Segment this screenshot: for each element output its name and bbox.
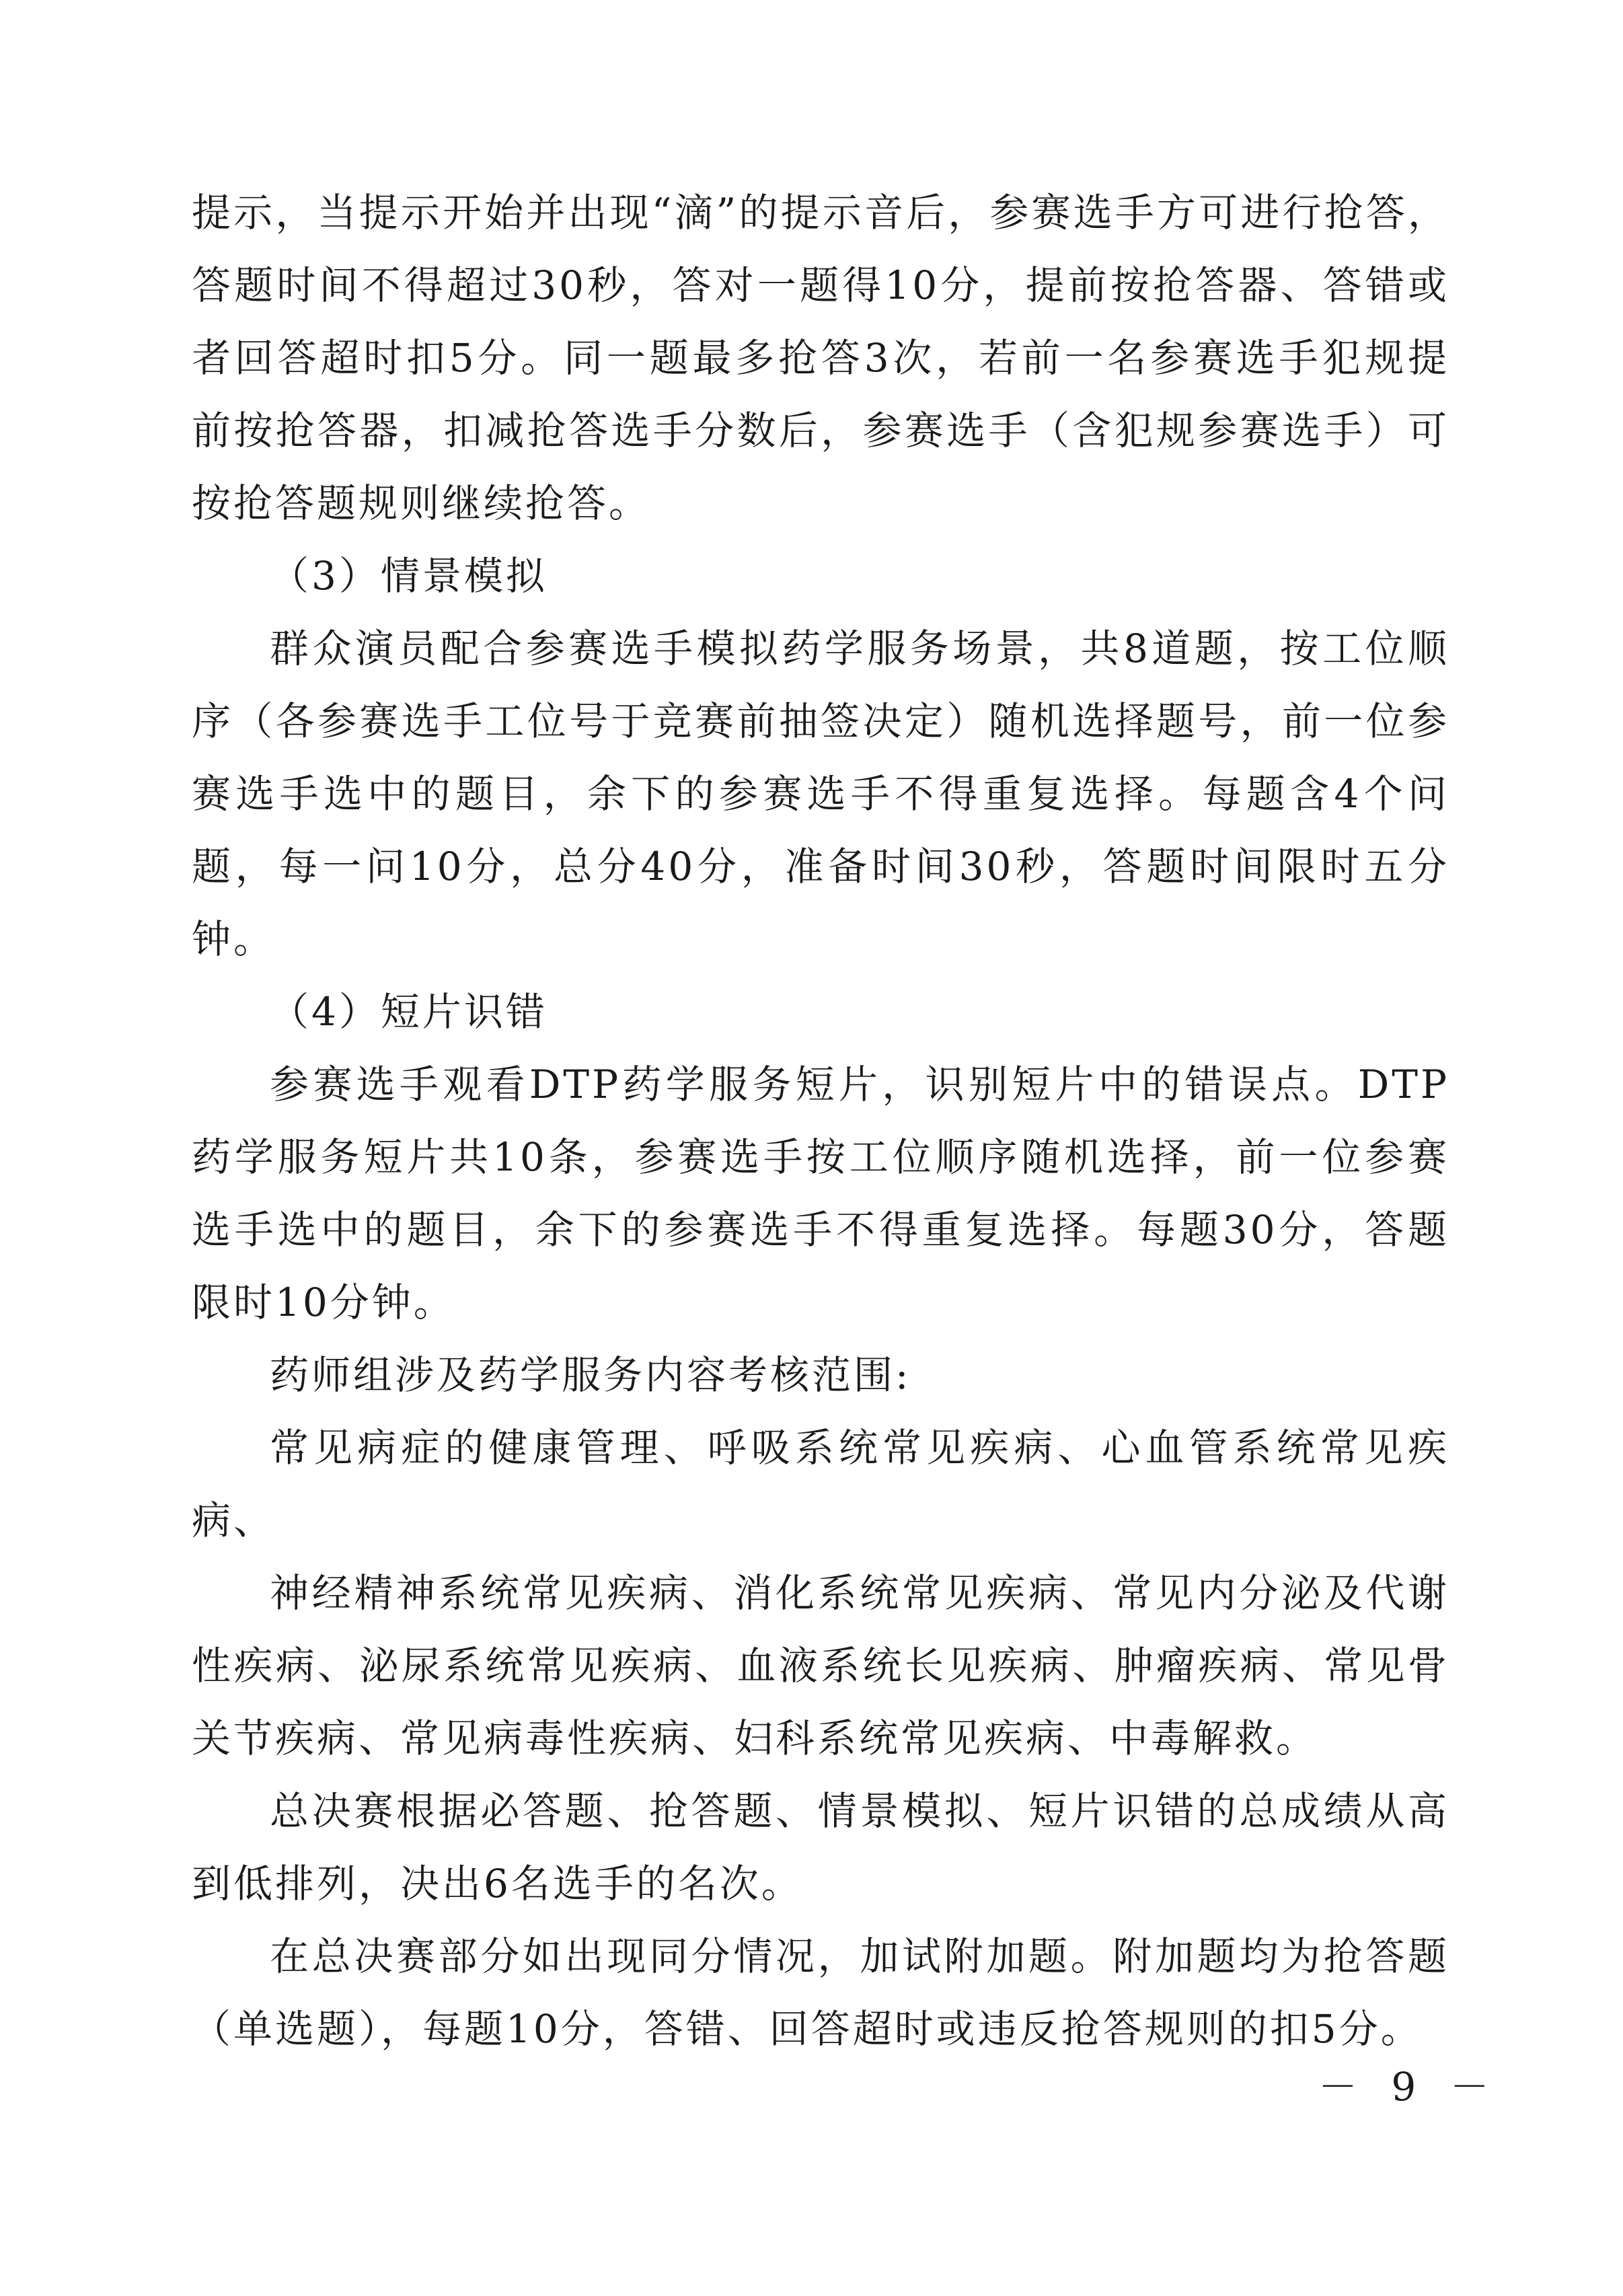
paragraph-quick-answer-rules: 提示，当提示开始并出现“滴”的提示音后，参赛选手方可进行抢答，答题时间不得超过30秒，答对一题得10分，提前按抢答器、答错或者回答超时扣5分。同一题最多抢答3次，若前一名参赛选手犯规提前按抢答器，扣减抢答选手分数后，参赛选手（含犯规参赛选手）可按抢答题规则继续抢答。 [192, 190, 1449, 526]
body-text [192, 176, 1449, 2065]
page-number: － 9 － [1318, 2064, 1500, 2110]
section-heading-video-error-identification: （4）短片识错 [270, 989, 548, 1035]
paragraph-scope-title: 药师组涉及药学服务内容考核范围: [270, 1352, 911, 1398]
paragraph-scenario-simulation: 群众演员配合参赛选手模拟药学服务场景，共8道题，按工位顺序（各参赛选手工位号于竞赛前抽签决定）随机选择题号，前一位参赛选手选中的题目，余下的参赛选手不得重复选择。每题含4个问题，每一问10分，总分40分，准备时间30秒，答题时间限时五分钟。 [192, 626, 1449, 962]
paragraph-scope-line-1: 常见病症的健康管理、呼吸系统常见疾病、心血管系统常见疾病、 [192, 1425, 1449, 1543]
paragraph-scope-line-2: 神经精神系统常见疾病、消化系统常见疾病、常见内分泌及代谢性疾病、泌尿系统常见疾病、血液系统长见疾病、肿瘤疾病、常见骨关节疾病、常见病毒性疾病、妇科系统常见疾病、中毒解救。 [192, 1570, 1449, 1761]
paragraph-final-ranking: 总决赛根据必答题、抢答题、情景模拟、短片识错的总成绩从高到低排列，决出6名选手的名次。 [192, 1788, 1449, 1906]
paragraph-video-error-identification: 参赛选手观看DTP药学服务短片，识别短片中的错误点。DTP药学服务短片共10条，参赛选手按工位顺序随机选择，前一位参赛选手选中的题目，余下的参赛选手不得重复选择。每题30分，答题限时10分钟。 [192, 1062, 1449, 1325]
section-heading-scenario-simulation: （3）情景模拟 [270, 553, 548, 599]
paragraph-tie-break: 在总决赛部分如出现同分情况，加试附加题。附加题均为抢答题（单选题），每题10分，答错、回答超时或违反抢答规则的扣5分。 [192, 1933, 1449, 2052]
